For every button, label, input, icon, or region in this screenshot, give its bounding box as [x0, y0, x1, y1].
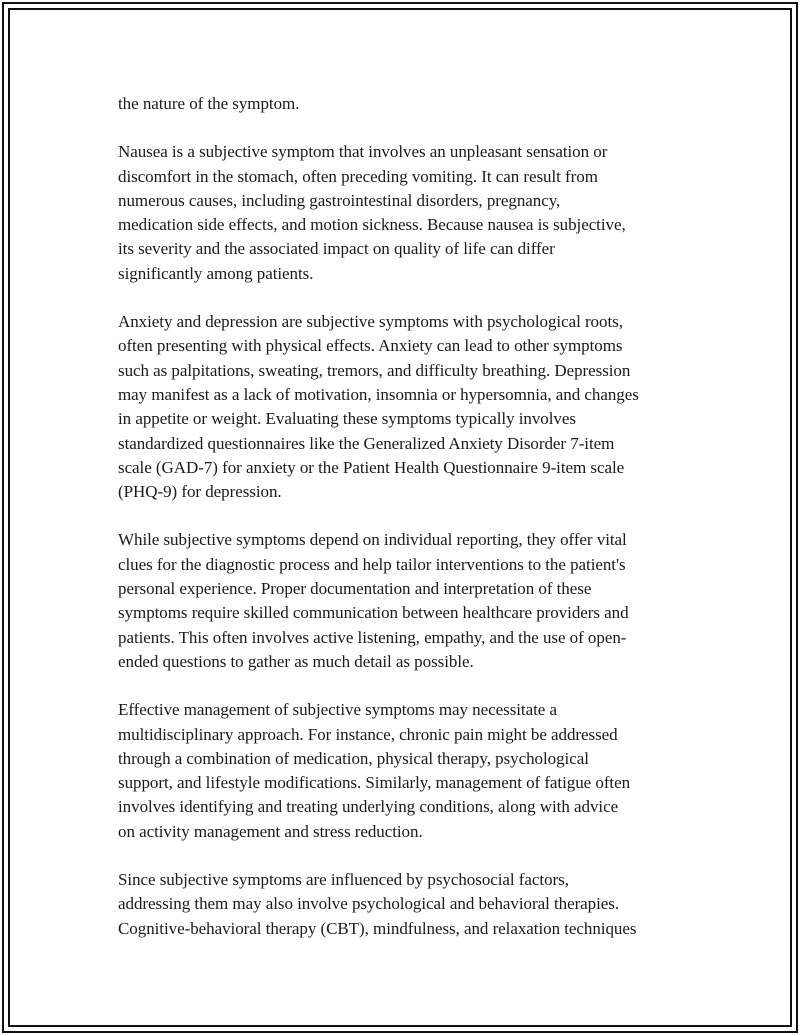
- paragraph-anxiety-depression: Anxiety and depression are subjective symptoms with psychological roots, often presenting with physical effects. Anxiety can lead to other symptoms such as palpitations, sweating, tremors, and difficulty breathing. Depression may manifest as a lack of motivation, insomnia or hypersomnia, and changes in appetite or weight. Evaluating these symptoms typically involves standardized questionnaires like the Generalized Anxiety Disorder 7-item scale (GAD-7) for anxiety or the Patient Health Questionnaire 9-item scale (PHQ-9) for depression.: [118, 312, 639, 502]
- paragraph-nausea: Nausea is a subjective symptom that involves an unpleasant sensation or discomfort in the stomach, often preceding vomiting. It can result from numerous causes, including gastrointestinal disorders, pregnancy, medication side effects, and motion sickness. Because nausea is subjective, its severity and the associated impact on quality of life can differ significantly among patients.: [118, 142, 626, 283]
- document-body: [118, 92, 688, 965]
- paragraph-management: Effective management of subjective symptoms may necessitate a multidisciplinary approach. For instance, chronic pain might be addressed through a combination of medication, physical therapy, psychological support, and lifestyle modifications. Similarly, management of fatigue often involves identifying and treating underlying conditions, along with advice on activity management and stress reduction.: [118, 700, 631, 841]
- paragraph-symptom-nature: the nature of the symptom.: [118, 94, 300, 113]
- paragraph-subjective-reporting: While subjective symptoms depend on individual reporting, they offer vital clues for the diagnostic process and help tailor interventions to the patient's personal experience. Proper documentation and interpretation of these symptoms require skilled communication between healthcare providers and patients. This often involves active listening, empathy, and the use of open- ended questions to gather as much detail as possible.: [118, 530, 629, 671]
- paragraph-psychosocial: Since subjective symptoms are influenced by psychosocial factors, addressing them may also involve psychological and behavioral therapies. Cognitive-behavioral therapy (CBT), mindfulness, and relaxation techniques: [118, 870, 637, 938]
